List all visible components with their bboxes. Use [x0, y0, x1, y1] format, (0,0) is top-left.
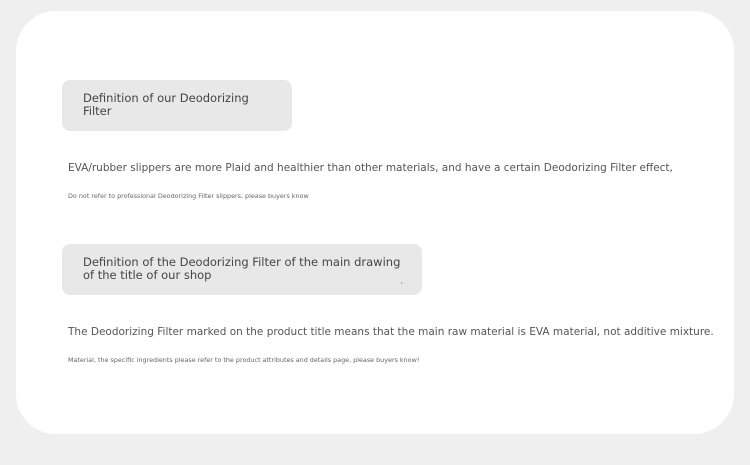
section-note-text: Do not refer to professional Deodorizing Filter slippers, please buyers know [68, 192, 309, 200]
section-body-text: EVA/rubber slippers are more Plaid and healthier than other materials, and have a certain Deodorizing Filter effect, [68, 162, 673, 174]
content-card [16, 11, 734, 434]
section-heading-text: Definition of our Deodorizing Filter [83, 91, 249, 118]
section-body-text: The Deodorizing Filter marked on the product title means that the main raw material is EVA material, not additive mixture. [68, 326, 714, 338]
heading-mark: , [400, 276, 403, 285]
section-heading-deodorizing-filter-definition [62, 80, 292, 131]
section-note-text: Material, the specific ingredients please refer to the product attributes and details page, please buyers know! [68, 356, 420, 364]
section-heading-title-definition [62, 244, 422, 295]
section-heading-text: Definition of the Deodorizing Filter of the main drawing of the title of our shop [83, 255, 401, 282]
